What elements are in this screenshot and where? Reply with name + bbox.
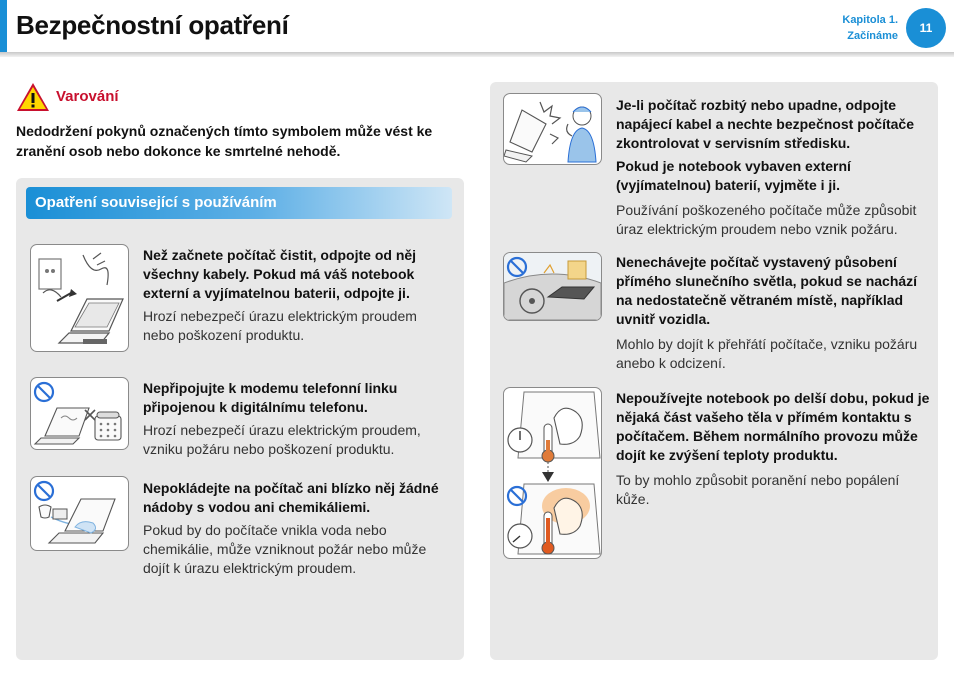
right-item-body-contact <box>616 389 932 509</box>
chapter-label[interactable] <box>842 12 898 44</box>
left-item-cleaning <box>143 246 448 345</box>
warning-triangle-icon <box>16 82 50 112</box>
left-item-modem <box>143 379 448 459</box>
right-item-sunlight <box>616 253 932 373</box>
item-lead: Než začnete počítač čistit, odpojte od něj všechny kabely. Pokud má váš notebook externí a vyjímatelnou baterii, odpojte ji. <box>143 247 417 301</box>
item-body: Hrozí nebezpečí úrazu elektrickým proudem, vzniku požáru nebo poškození produktu. <box>143 422 421 457</box>
unplug-cables-illustration <box>30 244 129 352</box>
item-lead-2: Pokud je notebook vybaven externí (vyjímatelnou) baterií, vyjměte i ji. <box>616 158 851 193</box>
chapter-name: Začínáme <box>847 30 898 42</box>
page-number-badge: 11 <box>906 8 946 48</box>
header-accent-bar <box>0 0 7 52</box>
broken-computer-illustration <box>503 93 602 165</box>
chapter-number: Kapitola 1. <box>842 14 898 26</box>
water-container-illustration <box>30 476 129 551</box>
item-lead: Nepřipojujte k modemu telefonní linku připojenou k digitálnímu telefonu. <box>143 380 398 415</box>
right-item-broken <box>616 96 932 239</box>
car-sunlight-illustration <box>503 252 602 321</box>
item-lead: Nepoužívejte notebook po delší dobu, pokud je nějaká část vašeho těla v přímém kontaktu s počítačem. Během normálního provozu může dojít ke zvýšení teploty produktu. <box>616 390 930 463</box>
item-body: Používání poškozeného počítače může způsobit úraz elektrickým proudem nebo vznik požáru. <box>616 202 917 237</box>
header-divider <box>0 52 954 57</box>
item-lead: Nenechávejte počítač vystavený působení přímého slunečního světla, pokud se nachází na nedostatečně větraném místě, například uvnitř vozidla. <box>616 254 918 327</box>
item-body: Mohlo by dojít k přehřátí počítače, vzniku požáru anebo k odcizení. <box>616 336 918 371</box>
item-lead: Je-li počítač rozbitý nebo upadne, odpojte napájecí kabel a nechte bezpečnost počítače zkontrolovat v servisním středisku. <box>616 97 914 151</box>
warning-text: Nedodržení pokynů označených tímto symbolem může vést ke zranění osob nebo dokonce ke smrtelné nehodě. <box>16 123 433 159</box>
left-item-water <box>143 479 448 578</box>
item-body: Hrozí nebezpečí úrazu elektrickým proudem nebo poškození produktu. <box>143 308 417 343</box>
item-body: Pokud by do počítače vnikla voda nebo chemikálie, může vzniknout požár nebo může dojít k úrazu elektrickým proudem. <box>143 522 427 576</box>
digital-phone-line-illustration <box>30 377 129 450</box>
page-title: Bezpečnostní opatření <box>16 10 289 40</box>
item-body: To by mohlo způsobit poranění nebo popálení kůže. <box>616 472 900 507</box>
section-heading: Opatření související s používáním <box>26 187 452 219</box>
item-lead: Nepokládejte na počítač ani blízko něj žádné nádoby s vodou ani chemikáliemi. <box>143 480 439 515</box>
body-contact-heat-illustration <box>503 387 602 559</box>
warning-title: Varování <box>56 88 119 105</box>
